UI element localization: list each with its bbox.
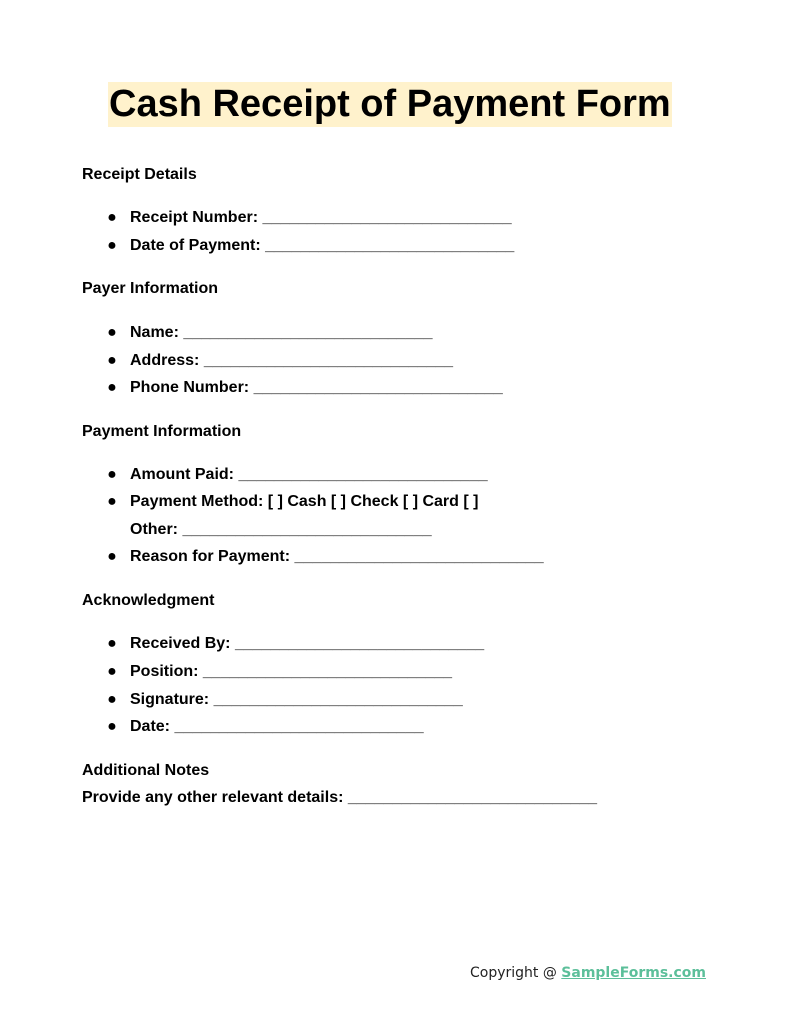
field-label: Payment Method: [ ] Cash [ ] Check [ ] Card [ ] bbox=[130, 493, 479, 510]
field-label: Other: bbox=[130, 521, 178, 538]
section-heading-receipt-details: Receipt Details bbox=[82, 166, 197, 183]
field-reason-for-payment bbox=[107, 547, 544, 567]
section-heading-payment-information: Payment Information bbox=[82, 423, 242, 440]
sampleforms-link[interactable]: SampleForms.com bbox=[561, 965, 706, 981]
field-position bbox=[107, 662, 453, 682]
field-payment-method bbox=[107, 492, 479, 512]
field-label: Signature: bbox=[130, 691, 210, 708]
blank-line: ____________________________ bbox=[265, 237, 515, 254]
field-payment-method-other bbox=[130, 520, 432, 540]
field-label: Date: bbox=[130, 718, 171, 735]
field-label: Date of Payment: bbox=[130, 237, 261, 254]
section-heading-additional-notes: Additional Notes bbox=[82, 762, 210, 779]
bullet-icon: ● bbox=[107, 379, 117, 396]
bullet-icon: ● bbox=[107, 718, 117, 735]
field-receipt-number bbox=[107, 208, 512, 228]
bullet-icon: ● bbox=[107, 691, 117, 708]
section-heading-acknowledgment: Acknowledgment bbox=[82, 592, 215, 609]
blank-line: ____________________________ bbox=[347, 789, 598, 806]
bullet-icon: ● bbox=[107, 324, 117, 341]
bullet-icon: ● bbox=[107, 352, 117, 369]
blank-line: ____________________________ bbox=[294, 548, 544, 565]
field-label: Receipt Number: bbox=[130, 209, 259, 226]
blank-line: ____________________________ bbox=[182, 521, 432, 538]
field-label: Position: bbox=[130, 663, 199, 680]
copyright-footer bbox=[470, 963, 706, 983]
field-label: Address: bbox=[130, 352, 200, 369]
copyright-text: Copyright @ bbox=[469, 965, 557, 981]
field-address bbox=[107, 351, 453, 371]
bullet-icon: ● bbox=[107, 237, 117, 254]
field-date-of-payment bbox=[107, 236, 515, 256]
field-signature bbox=[107, 690, 463, 710]
field-label: Reason for Payment: bbox=[130, 548, 291, 565]
bullet-icon: ● bbox=[107, 493, 117, 510]
field-other-details bbox=[82, 788, 597, 808]
page-title: Cash Receipt of Payment Form bbox=[109, 83, 671, 125]
bullet-icon: ● bbox=[107, 209, 117, 226]
field-label: Amount Paid: bbox=[130, 466, 234, 483]
blank-line: ____________________________ bbox=[234, 635, 485, 652]
blank-line: ____________________________ bbox=[203, 352, 453, 369]
blank-line: ____________________________ bbox=[174, 718, 424, 735]
bullet-icon: ● bbox=[107, 663, 117, 680]
field-label: Received By: bbox=[130, 635, 231, 652]
section-heading-payer-information: Payer Information bbox=[82, 280, 219, 297]
field-received-by bbox=[107, 634, 485, 654]
field-amount-paid bbox=[107, 465, 488, 485]
blank-line: ____________________________ bbox=[183, 324, 433, 341]
field-label: Phone Number: bbox=[130, 379, 250, 396]
blank-line: ____________________________ bbox=[253, 379, 503, 396]
blank-line: ____________________________ bbox=[202, 663, 453, 680]
field-name bbox=[107, 323, 433, 343]
bullet-icon: ● bbox=[107, 635, 117, 652]
blank-line: ____________________________ bbox=[238, 466, 488, 483]
bullet-icon: ● bbox=[107, 466, 117, 483]
field-phone-number bbox=[107, 378, 503, 398]
field-label: Name: bbox=[130, 324, 179, 341]
field-date bbox=[107, 717, 424, 737]
blank-line: ____________________________ bbox=[262, 209, 512, 226]
blank-line: ____________________________ bbox=[213, 691, 463, 708]
bullet-icon: ● bbox=[107, 548, 117, 565]
field-label: Provide any other relevant details: bbox=[82, 789, 344, 806]
